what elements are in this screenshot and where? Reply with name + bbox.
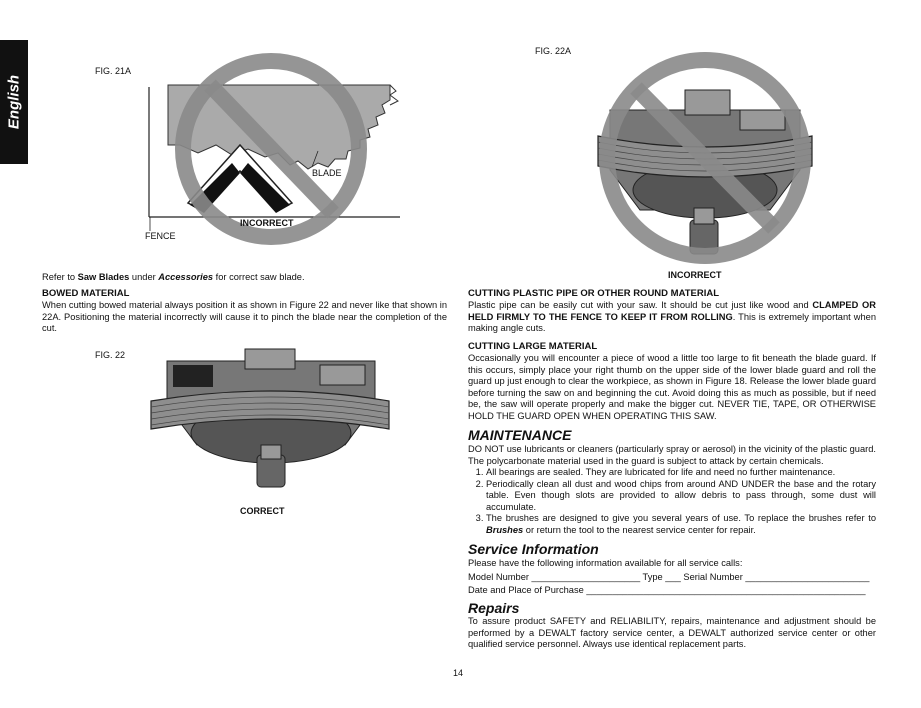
fig-22a-label: FIG. 22A bbox=[535, 46, 572, 56]
list-item: 2. Periodically clean all dust and wood chips from around AND UNDER the base and the rotary table. Even though slots are provided to allow debris to pass through, some dust will accumulate. bbox=[486, 479, 876, 514]
service-information-text: Please have the following information available for all service calls: bbox=[468, 558, 743, 568]
fig-21a-illustration bbox=[140, 45, 405, 245]
fig-22-caption: CORRECT bbox=[240, 506, 285, 516]
bowed-material-heading: BOWED MATERIAL bbox=[42, 288, 130, 299]
fig-22-label: FIG. 22 bbox=[95, 350, 126, 360]
page-number: 14 bbox=[453, 668, 464, 678]
plastic-pipe-text: Plastic pipe can be easily cut with your saw. It should be cut just like wood and CLAMPED OR HELD FIRMLY TO THE FENCE TO KEEP IT FROM ROLLING. This is extremely important when making angle cuts. bbox=[468, 300, 876, 334]
blade-label: BLADE bbox=[312, 168, 342, 178]
maintenance-list bbox=[468, 467, 876, 537]
refer-text: Refer to Saw Blades under Accessories for correct saw blade. bbox=[42, 272, 305, 282]
fig-22-illustration bbox=[145, 345, 395, 505]
fence-label: FENCE bbox=[145, 231, 176, 241]
maintenance-heading: MAINTENANCE bbox=[468, 427, 572, 443]
language-tab-label: English bbox=[5, 74, 23, 130]
date-place-purchase-line: Date and Place of Purchase ______________________________________________________ bbox=[468, 585, 866, 595]
list-item: 1. All bearings are sealed. They are lubricated for life and need no further maintenance. bbox=[486, 467, 876, 479]
fig-22a-caption: INCORRECT bbox=[668, 270, 722, 280]
repairs-heading: Repairs bbox=[468, 600, 520, 616]
plastic-pipe-heading: CUTTING PLASTIC PIPE OR OTHER ROUND MATERIAL bbox=[468, 288, 720, 299]
fig-21a-caption: INCORRECT bbox=[240, 218, 294, 228]
model-number-line: Model Number _____________________ Type ___ Serial Number ________________________ bbox=[468, 572, 870, 582]
service-information-heading: Service Information bbox=[468, 541, 599, 557]
fig-22a-illustration bbox=[590, 40, 820, 270]
list-item: 3. The brushes are designed to give you several years of use. To replace the brushes refer to Brushes or return the tool to the nearest service center for repair. bbox=[486, 513, 876, 536]
bowed-material-text: When cutting bowed material always position it as shown in Figure 22 and never like that shown in 22A. Positioning the material incorrectly will cause it to pinch the blade near the completion of the cut. bbox=[42, 300, 447, 334]
fig-21a-label: FIG. 21A bbox=[95, 66, 132, 76]
language-tab bbox=[0, 40, 28, 164]
maintenance-text: DO NOT use lubricants or cleaners (particularly spray or aerosol) in the vicinity of the plastic guard. The polycarbonate material used in the guard is subject to attack by certain chemicals. bbox=[468, 444, 876, 466]
large-material-text: Occasionally you will encounter a piece of wood a little too large to fit beneath the blade guard. If this occurs, simply place your right thumb on the upper side of the lower blade guard and roll the guard up just enough to clear the workpiece, as shown in Figure 18. Release the lower blade guard before turning the saw on and beginning the cut. Avoid doing this as much as possible, but if need be, the saw will operate properly and make the bigger cut. NEVER TIE, TAPE, OR OTHERWISE HOLD THE GUARD OPEN WHEN OPERATING THIS SAW. bbox=[468, 353, 876, 421]
large-material-heading: CUTTING LARGE MATERIAL bbox=[468, 341, 598, 352]
repairs-text: To assure product SAFETY and RELIABILITY, repairs, maintenance and adjustment should be performed by a DEWALT factory service center, a DEWALT authorized service center or other qualified service personnel. Always use identical replacement parts. bbox=[468, 616, 876, 650]
